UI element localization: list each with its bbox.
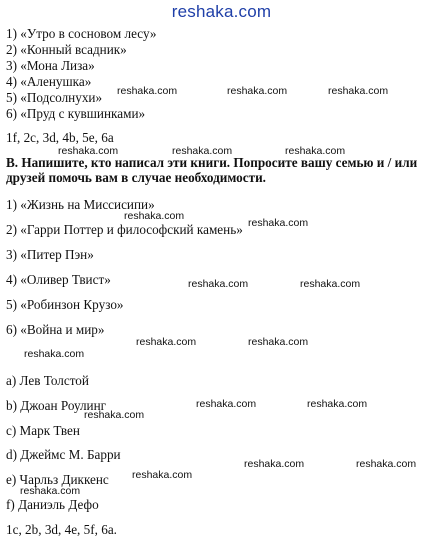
author-item: b) Джоан Роулинг [6,398,107,413]
list-item: 1) «Утро в сосновом лесу» [6,26,157,41]
watermark: reshaka.com [356,458,417,470]
list-item: 5) «Подсолнухи» [6,90,103,105]
author-item: c) Марк Твен [6,423,80,438]
watermark: reshaka.com [172,145,233,157]
watermark: reshaka.com [227,85,288,97]
book-item: 2) «Гарри Поттер и философский камень» [6,222,243,237]
watermark: reshaka.com [84,409,145,421]
author-item: f) Даниэль Дефо [6,497,99,512]
book-item: 1) «Жизнь на Миссисипи» [6,197,155,212]
author-item: a) Лев Толстой [6,373,89,388]
list-item: 6) «Пруд с кувшинками» [6,106,146,121]
list-item: 3) «Мона Лиза» [6,58,95,73]
book-item: 4) «Оливер Твист» [6,272,111,287]
watermark: reshaka.com [300,278,361,290]
list-item: 4) «Аленушка» [6,74,92,89]
watermark: reshaka.com [188,278,249,290]
watermark: reshaka.com [248,217,309,229]
section-heading: B. Напишите, кто написал эти книги. Попросите вашу семью и / или друзей помочь вам в случае необходимости. [6,155,418,185]
author-item: d) Джеймс М. Барри [6,447,121,462]
list-item: 2) «Конный всадник» [6,42,127,57]
book-item: 5) «Робинзон Крузо» [6,297,124,312]
watermark: reshaka.com [117,85,178,97]
book-item: 3) «Питер Пэн» [6,247,94,262]
watermark: reshaka.com [196,398,257,410]
watermark: reshaka.com [244,458,305,470]
book-item: 6) «Война и мир» [6,322,105,337]
answer-key-b: 1c, 2b, 3d, 4e, 5f, 6a. [6,522,117,537]
watermark: reshaka.com [132,469,193,481]
watermark: reshaka.com [24,348,85,360]
watermark: reshaka.com [307,398,368,410]
watermark: reshaka.com [328,85,389,97]
watermark: reshaka.com [58,145,119,157]
answer-key-a: 1f, 2c, 3d, 4b, 5e, 6a [6,130,114,145]
watermark: reshaka.com [285,145,346,157]
author-item: e) Чарльз Диккенс [6,472,109,487]
watermark: reshaka.com [136,336,197,348]
watermark: reshaka.com [248,336,309,348]
watermark: reshaka.com [20,485,81,497]
site-logo: reshaka.com [171,2,272,21]
watermark: reshaka.com [124,210,185,222]
